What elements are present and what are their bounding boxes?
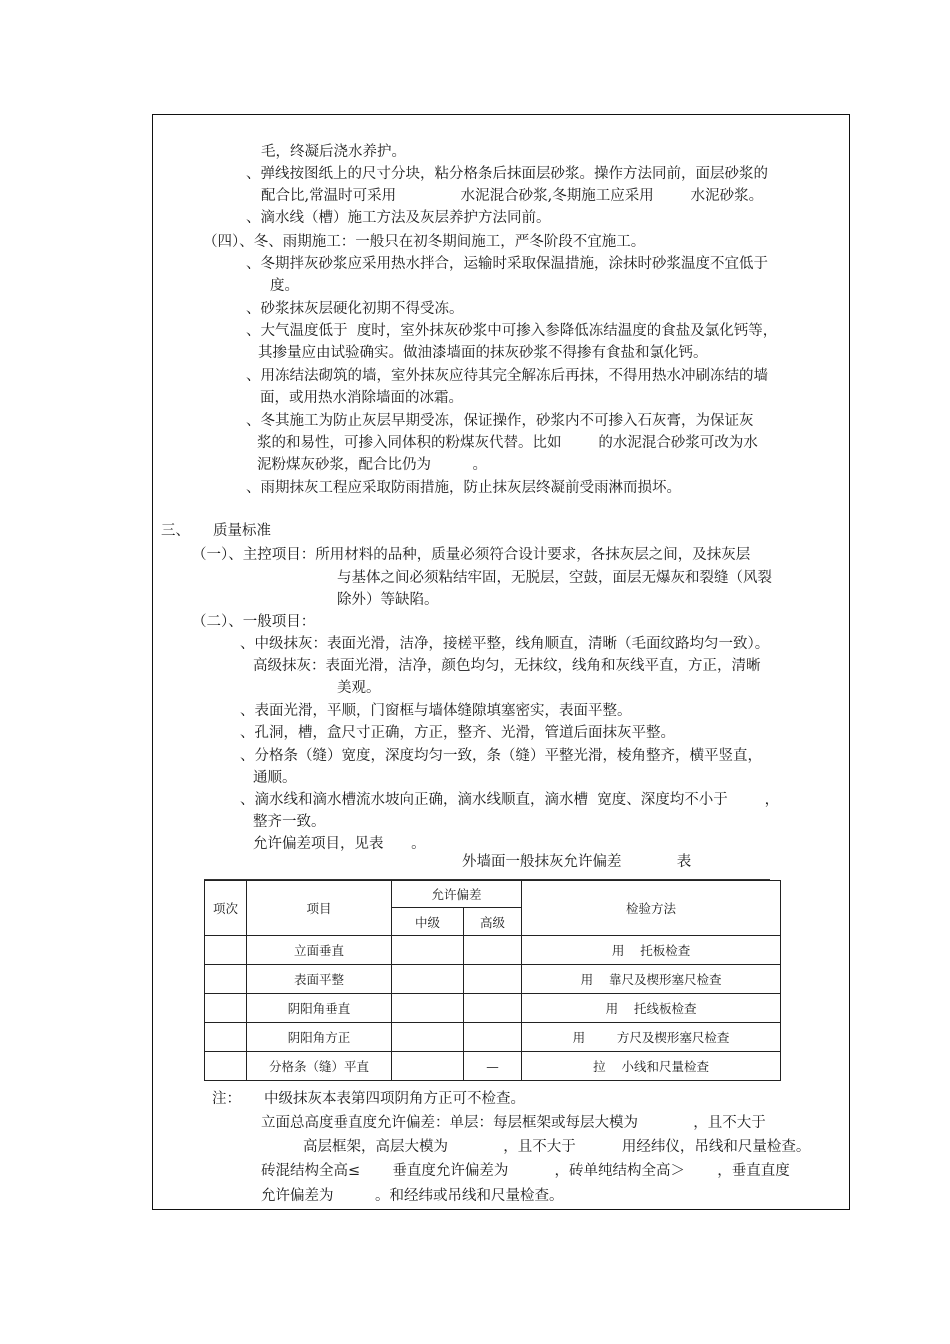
text-line: 外墙面一般抹灰允许偏差 表 — [462, 854, 692, 870]
text-line: 除外）等缺陷。 — [337, 592, 439, 608]
text-line: 高层框架，高层大模为 ，且不大于 用经纬仪，吊线和尺量检查。 — [303, 1139, 811, 1155]
cell-index — [205, 1023, 247, 1052]
text-line: 配合比,常温时可采用 水泥混合砂浆,冬期施工应采用 水泥砂浆。 — [261, 188, 764, 204]
text-line: 其掺量应由试验确实。做油漆墙面的抹灰砂浆不得掺有食盐和氯化钙。 — [258, 345, 708, 361]
text-line: 度。 — [270, 278, 299, 294]
table-row — [205, 936, 781, 965]
text-line: 通顺。 — [253, 770, 297, 786]
text-line: （四）、冬、雨期施工：一般只在初冬期间施工，严冬阶段不宜施工。 — [203, 234, 646, 250]
header-index: 项次 — [205, 881, 247, 936]
text-line: 、孔洞，槽，盒尺寸正确，方正，整齐、光滑，管道后面抹灰平整。 — [240, 725, 675, 741]
cell-high — [464, 1023, 522, 1052]
cell-high — [464, 965, 522, 994]
text-line: 砖混结构全高≤ 垂直度允许偏差为 ，砖单纯结构全高＞ ，垂直直度 — [261, 1163, 790, 1179]
text-line: 、冬其施工为防止灰层早期受冻，保证操作，砂浆内不可掺入石灰膏，为保证灰 — [246, 413, 754, 429]
text-line: 允许偏差为 。和经纬或吊线和尺量检查。 — [261, 1188, 564, 1204]
text-line: 高级抹灰：表面光滑，洁净，颜色均匀，无抹纹，线角和灰线平直，方正，清晰 — [253, 658, 761, 674]
deviation-table — [204, 880, 781, 1081]
cell-item: 分格条（缝）平直 — [247, 1052, 392, 1081]
cell-index — [205, 936, 247, 965]
text-line: 美观。 — [337, 680, 381, 696]
cell-high — [464, 936, 522, 965]
text-line: 、中级抹灰：表面光滑，洁净，接槎平整，线角顺直，清晰（毛面纹路均匀一致）。 — [240, 636, 770, 652]
cell-method: 用 托线板检查 — [522, 994, 781, 1023]
text-line: 、表面光滑，平顺，门窗框与墙体缝隙填塞密实，表面平整。 — [240, 703, 632, 719]
cell-medium — [392, 1023, 464, 1052]
header-allowance: 允许偏差 — [392, 881, 522, 908]
text-line: 注： 中级抹灰本表第四项阴角方正可不检查。 — [212, 1091, 526, 1107]
table-row — [205, 994, 781, 1023]
text-line: 、用冻结法砌筑的墙，室外抹灰应待其完全解冻后再抹，不得用热水冲刷冻结的墙 — [246, 368, 768, 384]
cell-index — [205, 1052, 247, 1081]
header-item: 项目 — [247, 881, 392, 936]
table-row — [205, 1052, 781, 1081]
cell-medium — [392, 936, 464, 965]
table-header-row — [205, 881, 781, 908]
cell-high: — — [464, 1052, 522, 1081]
header-high: 高级 — [464, 908, 522, 936]
header-medium: 中级 — [392, 908, 464, 936]
text-line: 泥粉煤灰砂浆，配合比仍为 。 — [257, 457, 487, 473]
text-line: 毛，终凝后浇水养护。 — [261, 144, 406, 160]
table-row — [205, 1023, 781, 1052]
cell-index — [205, 965, 247, 994]
cell-method: 用 方尺及楔形塞尺检查 — [522, 1023, 781, 1052]
text-line: 、滴水线和滴水槽流水坡向正确，滴水线顺直，滴水槽 宽度、深度均不小于 ， — [240, 792, 780, 808]
cell-item: 表面平整 — [247, 965, 392, 994]
cell-medium — [392, 1052, 464, 1081]
text-line: （一）、主控项目：所用材料的品种，质量必须符合设计要求，各抹灰层之间，及抹灰层 — [192, 547, 751, 563]
text-line: 浆的和易性，可掺入同体积的粉煤灰代替。比如 的水泥混合砂浆可改为水 — [257, 435, 758, 451]
text-line: （二）、一般项目： — [192, 614, 316, 630]
text-line: 、冬期拌灰砂浆应采用热水拌合，运输时采取保温措施，涂抹时砂浆温度不宜低于 — [246, 256, 768, 272]
cell-high — [464, 994, 522, 1023]
text-line: 、分格条（缝）宽度，深度均匀一致，条（缝）平整光滑，棱角整齐，横平竖直， — [240, 748, 762, 764]
header-method: 检验方法 — [522, 881, 781, 936]
text-line: 三、 质量标准 — [161, 523, 272, 539]
text-line: 允许偏差项目，见表 。 — [253, 836, 426, 852]
cell-item: 阴阳角方正 — [247, 1023, 392, 1052]
cell-index — [205, 994, 247, 1023]
text-line: 与基体之间必须粘结牢固，无脱层，空鼓，面层无爆灰和裂缝（风裂 — [337, 570, 772, 586]
cell-medium — [392, 965, 464, 994]
text-line: 、砂浆抹灰层硬化初期不得受冻。 — [246, 301, 464, 317]
text-line: 、滴水线（槽）施工方法及灰层养护方法同前。 — [246, 210, 551, 226]
cell-item: 立面垂直 — [247, 936, 392, 965]
text-line: 面，或用热水消除墙面的冰霜。 — [260, 390, 463, 406]
text-line: 、大气温度低于 度时，室外抹灰砂浆中可掺入参降低冻结温度的食盐及氯化钙等， — [246, 323, 778, 339]
text-line: 、雨期抹灰工程应采取防雨措施，防止抹灰层终凝前受雨淋而损坏。 — [246, 480, 681, 496]
cell-medium — [392, 994, 464, 1023]
cell-item: 阴阳角垂直 — [247, 994, 392, 1023]
text-line: 、弹线按图纸上的尺寸分块，粘分格条后抹面层砂浆。操作方法同前，面层砂浆的 — [246, 166, 768, 182]
cell-method: 用 靠尺及楔形塞尺检查 — [522, 965, 781, 994]
cell-method: 拉 小线和尺量检查 — [522, 1052, 781, 1081]
text-line: 立面总高度垂直度允许偏差：单层：每层框架或每层大模为 ，且不大于 — [261, 1115, 766, 1131]
cell-method: 用 托板检查 — [522, 936, 781, 965]
text-line: 整齐一致。 — [253, 814, 326, 830]
table-row — [205, 965, 781, 994]
